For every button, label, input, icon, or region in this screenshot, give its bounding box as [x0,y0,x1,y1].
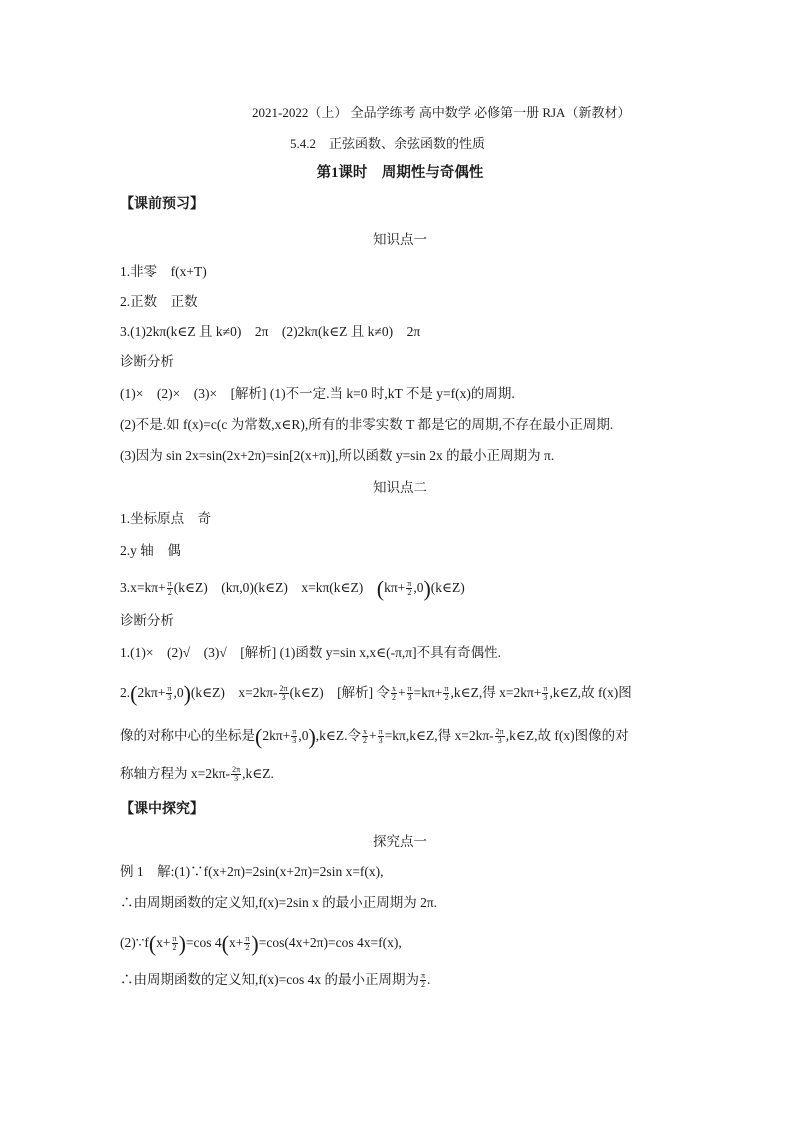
preview-heading: 【课前预习】 [120,197,204,212]
fraction-pi-over-2: $\frac{\pi}{2}$ [407,579,412,598]
lesson-title: 第1课时 周期性与奇偶性 [316,165,484,181]
fraction-2pi-over-3: $\frac{2\pi}{3}$ [279,684,288,703]
kp1-diagnosis-1: (1)× (2)× (3)× [解析] (1)不一定.当 k=0 时,kT 不是 y=f(x)的周期. [120,386,515,401]
kp2-diagnosis-label: 诊断分析 [120,613,174,628]
fraction-pi-over-3: $\frac{\pi}{3}$ [407,684,412,703]
fraction-pi-over-3: $\frac{\pi}{3}$ [378,727,383,746]
fraction-pi-over-2: $\frac{\pi}{2}$ [167,579,172,598]
fraction-pi-over-2: $\frac{\pi}{2}$ [172,934,177,953]
example-1-line-2: ∴由周期函数的定义知,f(x)=2sin x 的最小正周期为 2π. [120,895,438,910]
example-1-line-4: ∴由周期函数的定义知,f(x)=cos 4x 的最小正周期为 $\frac{\pi}{2}$ . [120,971,431,990]
fraction-pi-over-3: $\frac{\pi}{3}$ [167,684,172,703]
fraction-2pi-over-3: $\frac{2\pi}{3}$ [495,727,504,746]
section-title: 5.4.2 正弦函数、余弦函数的性质 [290,136,486,151]
example-1-line-3: (2)∵f(x+ $\frac{\pi}{2}$ )=cos 4(x+ $\frac{\pi}{2}$ )=cos(4x+2π)=cos 4x=f(x), [120,930,402,956]
kp1-line-2: 2.正数 正数 [120,294,198,309]
kp1-diagnosis-2: (2)不是.如 f(x)=c(c 为常数,x∈R),所有的非零实数 T 都是它的周期,不存在最小正周期. [120,417,614,432]
fraction-pi-over-3: $\frac{\pi}{3}$ [292,727,297,746]
knowledge-point-1-title: 知识点一 [373,232,427,247]
kp2-diagnosis-3: 像的对称中心的坐标是(2kπ+ $\frac{\pi}{3}$ ,0),k∈Z.令 $\frac{x}{2}$ + $\frac{\pi}{3}$ =kπ,k∈Z,得 x=2kπ- $\frac{2\pi}{3}$ ,k∈Z,故 f(x)图像的对 [120,723,629,749]
kp1-diagnosis-label: 诊断分析 [120,354,174,369]
exploration-point-1-title: 探究点一 [373,834,427,849]
kp1-line-1: 1.非零 f(x+T) [120,264,207,279]
kp2-line-3: 3.x=kπ+ $\frac{\pi}{2}$ (k∈Z) (kπ,0)(k∈Z) x=kπ(k∈Z) (kπ+ $\frac{\pi}{2}$ ,0)(k∈Z) [120,575,465,601]
kp1-diagnosis-3: (3)因为 sin 2x=sin(2x+2π)=sin[2(x+π)],所以函数 y=sin 2x 的最小正周期为 π. [120,448,555,463]
kp2-line-2: 2.y 轴 偶 [120,543,181,558]
kp2-diagnosis-1: 1.(1)× (2)√ (3)√ [解析] (1)函数 y=sin x,x∈(-π,π]不具有奇偶性. [120,645,501,660]
fraction-x-over-2: $\frac{x}{2}$ [391,684,396,703]
kp2-diagnosis-2: 2.(2kπ+ $\frac{\pi}{3}$ ,0)(k∈Z) x=2kπ- $\frac{2\pi}{3}$ (k∈Z) [解析] 令 $\frac{x}{2}$ + $\frac{\pi}{3}$ =kπ+ $\frac{\pi}{2}$ ,k∈Z,得 x=2kπ+ $\frac{\pi}{3}$ ,k∈Z,故 f(x)图 [120,680,632,706]
fraction-x-over-2: $\frac{x}{2}$ [363,727,368,746]
class-heading: 【课中探究】 [120,802,204,817]
fraction-pi-over-2: $\frac{\pi}{2}$ [245,934,250,953]
fraction-pi-over-2: $\frac{\pi}{2}$ [420,971,426,990]
fraction-2pi-over-3: $\frac{2\pi}{3}$ [232,765,241,784]
series-header: 2021-2022（上） 全品学练考 高中数学 必修第一册 RJA（新教材） [252,105,631,120]
kp2-line-1: 1.坐标原点 奇 [120,511,212,526]
kp1-line-3: 3.(1)2kπ(k∈Z 且 k≠0) 2π (2)2kπ(k∈Z 且 k≠0) 2π [120,324,421,339]
kp2-diagnosis-4: 称轴方程为 x=2kπ- $\frac{2\pi}{3}$ ,k∈Z. [120,765,274,784]
fraction-pi-over-3: $\frac{\pi}{3}$ [543,684,548,703]
knowledge-point-2-title: 知识点二 [373,480,427,495]
fraction-pi-over-2: $\frac{\pi}{2}$ [444,684,449,703]
example-1-line-1: 例 1 解:(1)∵f(x+2π)=2sin(x+2π)=2sin x=f(x), [120,864,384,879]
